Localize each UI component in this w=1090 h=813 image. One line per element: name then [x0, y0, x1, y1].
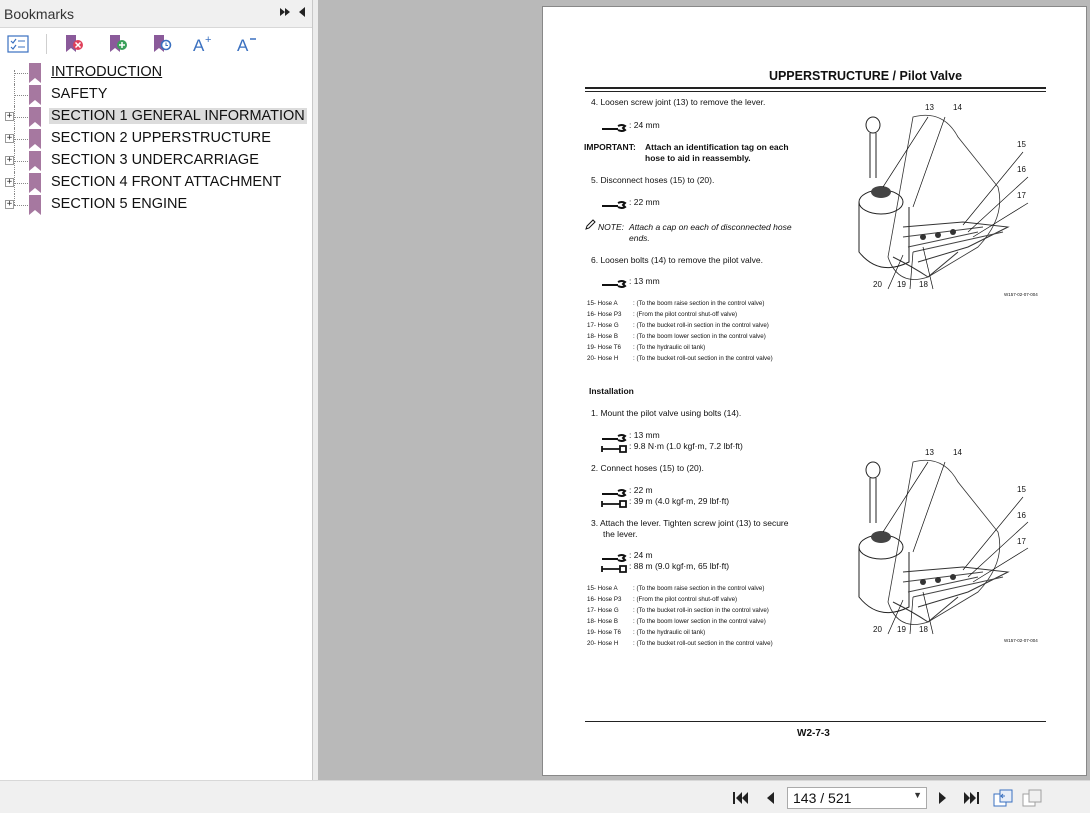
important-text-2: hose to aid in reassembly. — [645, 153, 751, 163]
bookmark-item-safety[interactable] — [0, 84, 313, 106]
svg-text:+: + — [205, 34, 212, 46]
page-number-select[interactable] — [787, 787, 927, 809]
pilot-valve-figure-2 — [853, 452, 1053, 642]
tree-connector — [10, 62, 28, 84]
figure-label-20: 20 — [873, 280, 882, 289]
bookmark-item-section-5[interactable] — [0, 194, 313, 216]
figure-label-18: 18 — [919, 280, 928, 289]
install-step-2-size: : 22 m — [629, 485, 653, 495]
bookmarks-tree — [0, 62, 313, 216]
previous-view-icon[interactable] — [992, 789, 1016, 807]
hose-id: 20- Hose H — [587, 355, 619, 362]
next-view-icon[interactable] — [1021, 789, 1045, 807]
note-text-1: Attach a cap on each of disconnected hose — [629, 222, 792, 232]
wrench-icon — [601, 200, 629, 209]
hose-desc: : (To the bucket roll-in section in the control valve) — [633, 607, 769, 614]
bookmark-label: SECTION 2 UPPERSTRUCTURE — [51, 130, 271, 146]
note-text-2: ends. — [629, 233, 650, 243]
hose-id: 18- Hose B — [587, 333, 618, 340]
bookmark-label: SECTION 3 UNDERCARRIAGE — [51, 152, 259, 168]
wrench-icon — [601, 123, 629, 132]
bookmarks-header — [0, 0, 312, 28]
hose-id: 16- Hose P3 — [587, 311, 622, 318]
torque-wrench-icon — [601, 564, 629, 573]
toolbar-separator — [46, 34, 47, 54]
figure-label-16: 16 — [1017, 511, 1026, 520]
bookmark-item-section-1[interactable] — [0, 106, 313, 128]
bookmark-flag-icon — [29, 129, 41, 149]
step-6-size: : 13 mm — [629, 276, 660, 286]
hose-desc: : (To the boom lower section in the control valve) — [633, 618, 766, 625]
expand-toggle[interactable]: + — [6, 133, 13, 143]
add-bookmark-icon[interactable] — [106, 33, 130, 55]
step-6: 6. Loosen bolts (14) to remove the pilot valve. — [591, 255, 763, 265]
hose-id: 19- Hose T6 — [587, 629, 621, 636]
figure-label-14: 14 — [953, 103, 962, 112]
find-bookmark-icon[interactable] — [150, 33, 174, 55]
bookmark-item-introduction[interactable] — [0, 62, 313, 84]
figure-label-13: 13 — [925, 448, 934, 457]
bookmark-options-icon[interactable] — [6, 33, 30, 55]
hose-desc: : (To the hydraulic oil tank) — [633, 629, 706, 636]
bookmark-label: SAFETY — [51, 86, 108, 102]
install-step-3-line1: 3. Attach the lever. Tighten screw joint (13) to secure — [591, 518, 789, 528]
header-rule — [585, 87, 1046, 89]
install-step-2: 2. Connect hoses (15) to (20). — [591, 463, 704, 473]
step-5-size: : 22 mm — [629, 197, 660, 207]
important-label: IMPORTANT: — [584, 142, 636, 152]
bookmark-label: SECTION 5 ENGINE — [51, 196, 188, 212]
figure-label-17: 17 — [1017, 191, 1026, 200]
delete-bookmark-icon[interactable] — [62, 33, 86, 55]
bookmark-label: SECTION 1 GENERAL INFORMATION — [51, 108, 305, 124]
hose-id: 20- Hose H — [587, 640, 619, 647]
hose-id: 15- Hose A — [587, 300, 618, 307]
bookmarks-toolbar — [0, 28, 312, 60]
hose-id: 18- Hose B — [587, 618, 618, 625]
page-footer-number: W2-7-3 — [797, 728, 830, 739]
footer-rule — [585, 721, 1046, 722]
figure-label-15: 15 — [1017, 140, 1026, 149]
install-step-2-torque: : 39 m (4.0 kgf·m, 29 lbf·ft) — [629, 496, 730, 506]
previous-page-button[interactable] — [760, 789, 780, 807]
install-step-1-torque: : 9.8 N·m (1.0 kgf·m, 7.2 lbf·ft) — [629, 441, 743, 451]
step-4: 4. Loosen screw joint (13) to remove the lever. — [591, 97, 766, 107]
install-step-1-size: : 13 mm — [629, 430, 660, 440]
step-4-size: : 24 mm — [629, 120, 660, 130]
pilot-valve-figure-1 — [853, 107, 1053, 297]
bookmark-item-section-3[interactable] — [0, 150, 313, 172]
last-page-button[interactable] — [961, 789, 981, 807]
figure-label-15: 15 — [1017, 485, 1026, 494]
figure-label-16: 16 — [1017, 165, 1026, 174]
hose-desc: : (From the pilot control shut-off valve) — [633, 311, 738, 318]
bookmark-item-section-4[interactable] — [0, 172, 313, 194]
first-page-button[interactable] — [731, 789, 751, 807]
figure-label-20: 20 — [873, 625, 882, 634]
bookmark-flag-icon — [29, 85, 41, 105]
bookmark-flag-icon — [29, 195, 41, 215]
bookmark-flag-icon — [29, 173, 41, 193]
bookmarks-title: Bookmarks — [4, 6, 75, 22]
expand-toggle[interactable]: + — [6, 199, 13, 209]
step-5: 5. Disconnect hoses (15) to (20). — [591, 175, 715, 185]
document-page — [542, 6, 1087, 776]
figure-label-14: 14 — [953, 448, 962, 457]
install-step-3-size: : 24 m — [629, 550, 653, 560]
tree-connector — [10, 84, 28, 106]
page-navigation-bar — [0, 780, 1090, 813]
figure-label-19: 19 — [897, 625, 906, 634]
hose-id: 16- Hose P3 — [587, 596, 622, 603]
installation-heading: Installation — [589, 386, 634, 396]
page-header: UPPERSTRUCTURE / Pilot Valve — [768, 69, 963, 83]
torque-wrench-icon — [601, 499, 629, 508]
torque-wrench-icon — [601, 444, 629, 453]
wrench-icon — [601, 553, 629, 562]
svg-text:A: A — [193, 36, 205, 54]
svg-text:A: A — [237, 36, 249, 54]
chevron-down-icon[interactable]: ▼ — [913, 790, 922, 800]
hose-id: 17- Hose G — [587, 607, 619, 614]
bookmark-label: INTRODUCTION — [51, 64, 163, 80]
hose-desc: : (From the pilot control shut-off valve) — [633, 596, 738, 603]
bookmarks-panel — [0, 0, 313, 780]
hose-desc: : (To the boom raise section in the control valve) — [633, 585, 765, 592]
next-page-button[interactable] — [933, 789, 953, 807]
hose-desc: : (To the boom raise section in the control valve) — [633, 300, 765, 307]
decrease-font-icon[interactable] — [236, 33, 260, 55]
wrench-icon — [601, 488, 629, 497]
expand-toggle[interactable]: + — [6, 177, 13, 187]
header-rule-thin — [585, 91, 1046, 92]
hose-desc: : (To the bucket roll-out section in the control valve) — [633, 355, 773, 362]
figure-label-19: 19 — [897, 280, 906, 289]
bookmark-flag-icon — [29, 151, 41, 171]
page-number-value: 143 / 521 — [793, 790, 852, 806]
bookmark-flag-icon — [29, 63, 41, 83]
hose-id: 19- Hose T6 — [587, 344, 621, 351]
wrench-icon — [601, 433, 629, 442]
expand-toggle[interactable]: + — [6, 155, 13, 165]
hose-id: 17- Hose G — [587, 322, 619, 329]
note-label: NOTE: — [598, 222, 624, 232]
increase-font-icon[interactable] — [192, 33, 216, 55]
figure-code: W157-02-07-004 — [1004, 638, 1038, 643]
install-step-1: 1. Mount the pilot valve using bolts (14). — [591, 408, 742, 418]
pencil-icon — [584, 219, 596, 231]
figure-label-13: 13 — [925, 103, 934, 112]
bookmark-flag-icon — [29, 107, 41, 127]
hose-id: 15- Hose A — [587, 585, 618, 592]
expand-toggle[interactable]: + — [6, 111, 13, 121]
figure-code: W157-02-07-004 — [1004, 292, 1038, 297]
hose-desc: : (To the hydraulic oil tank) — [633, 344, 706, 351]
figure-label-18: 18 — [919, 625, 928, 634]
install-step-3-line2: the lever. — [603, 529, 638, 539]
install-step-3-torque: : 88 m (9.0 kgf·m, 65 lbf·ft) — [629, 561, 730, 571]
hose-desc: : (To the bucket roll-out section in the control valve) — [633, 640, 773, 647]
important-text-1: Attach an identification tag on each — [645, 142, 789, 152]
hose-desc: : (To the boom lower section in the control valve) — [633, 333, 766, 340]
bookmark-item-section-2[interactable] — [0, 128, 313, 150]
wrench-icon — [601, 279, 629, 288]
collapse-panel-icon[interactable] — [298, 6, 306, 21]
expand-panel-icon[interactable] — [279, 6, 291, 21]
bookmark-label: SECTION 4 FRONT ATTACHMENT — [51, 174, 282, 190]
hose-desc: : (To the bucket roll-in section in the control valve) — [633, 322, 769, 329]
figure-label-17: 17 — [1017, 537, 1026, 546]
